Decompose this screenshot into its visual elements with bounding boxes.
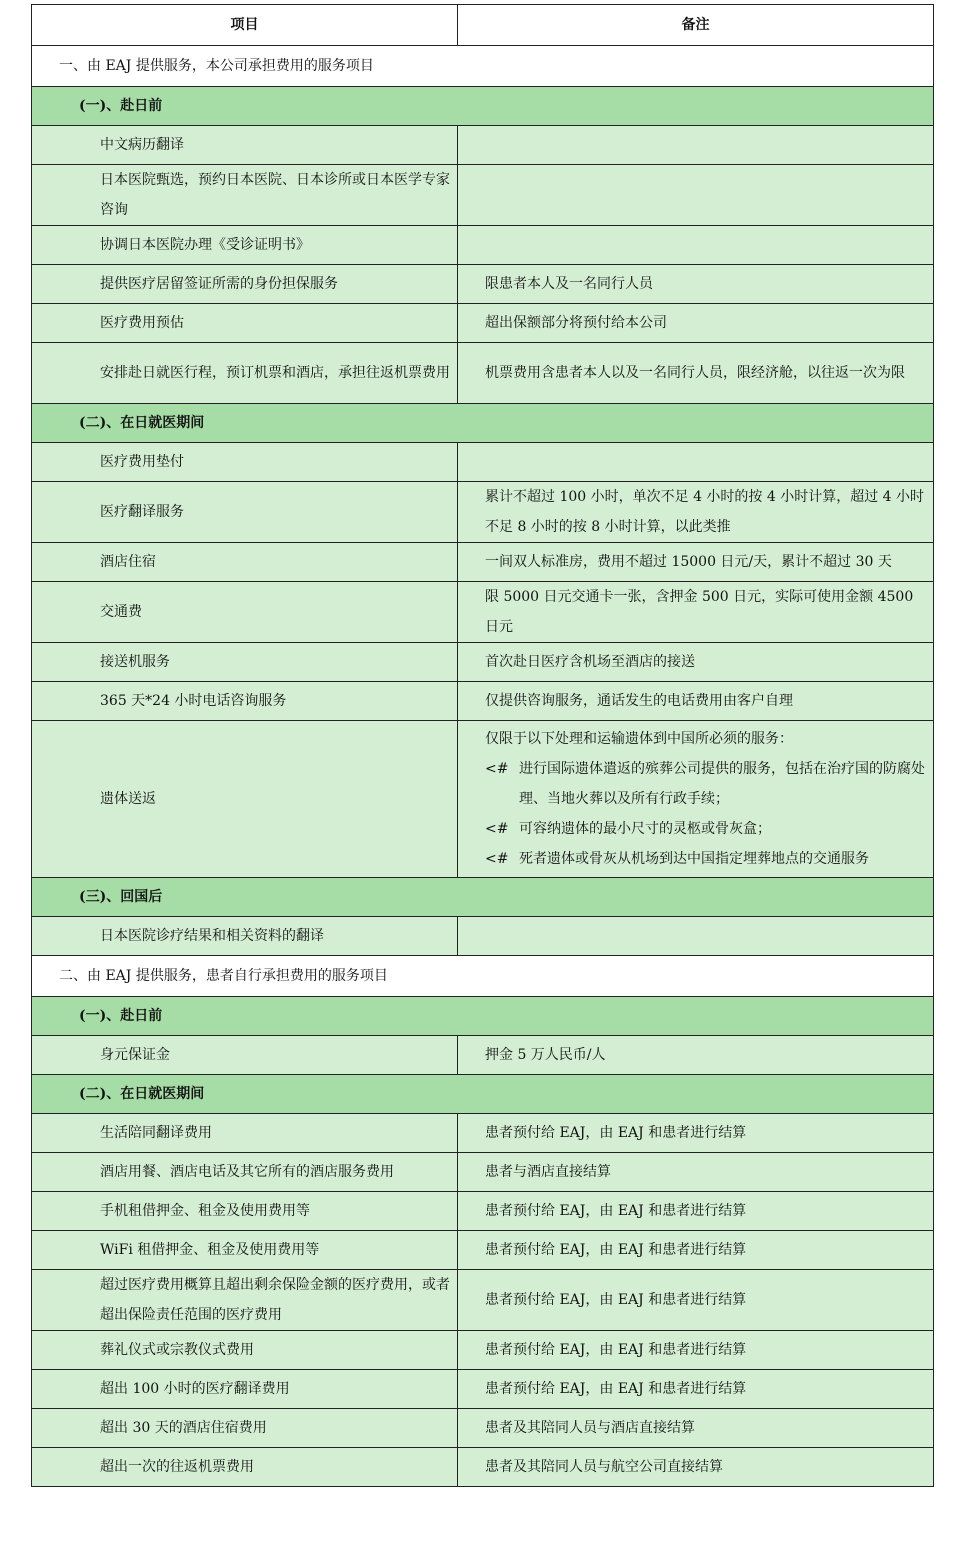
item-cell: 交通费 (32, 582, 458, 643)
table-row (32, 1192, 934, 1231)
item-cell: 身元保证金 (32, 1036, 458, 1075)
table-row (32, 443, 934, 482)
item-cell: 超出 30 天的酒店住宿费用 (32, 1409, 458, 1448)
item-cell: 医疗费用垫付 (32, 443, 458, 482)
table-row (32, 1036, 934, 1075)
item-cell: 中文病历翻译 (32, 126, 458, 165)
note-cell: 患者预付给 EAJ，由 EAJ 和患者进行结算 (458, 1331, 934, 1370)
group-title: (一)、赴日前 (32, 997, 934, 1036)
note-cell: 限患者本人及一名同行人员 (458, 265, 934, 304)
bullet-item: <# 可容纳遗体的最小尺寸的灵柩或骨灰盒； (485, 814, 925, 844)
note-cell: 超出保额部分将预付给本公司 (458, 304, 934, 343)
note-cell (458, 226, 934, 265)
header-note: 备注 (458, 5, 934, 46)
item-cell: 酒店住宿 (32, 543, 458, 582)
table-row (32, 1231, 934, 1270)
note-cell: 患者预付给 EAJ，由 EAJ 和患者进行结算 (458, 1114, 934, 1153)
table-row (32, 482, 934, 543)
service-table (31, 4, 934, 1487)
bullet-item: <# 死者遗体或骨灰从机场到达中国指定埋葬地点的交通服务 (485, 844, 925, 874)
table-row (32, 226, 934, 265)
table-row (32, 126, 934, 165)
note-cell: 患者预付给 EAJ，由 EAJ 和患者进行结算 (458, 1270, 934, 1331)
item-cell: 超出 100 小时的医疗翻译费用 (32, 1370, 458, 1409)
table-row (32, 543, 934, 582)
note-cell: 患者及其陪同人员与酒店直接结算 (458, 1409, 934, 1448)
item-cell: 接送机服务 (32, 643, 458, 682)
bullet-mark: <# (485, 851, 509, 867)
table-row (32, 1153, 934, 1192)
item-cell: 医疗费用预估 (32, 304, 458, 343)
header-item: 项目 (32, 5, 458, 46)
note-cell (458, 165, 934, 226)
item-cell: 提供医疗居留签证所需的身份担保服务 (32, 265, 458, 304)
note-cell: 首次赴日医疗含机场至酒店的接送 (458, 643, 934, 682)
table-row (32, 643, 934, 682)
note-cell: 押金 5 万人民币/人 (458, 1036, 934, 1075)
item-cell: 遗体送返 (32, 721, 458, 878)
table-row (32, 304, 934, 343)
note-cell: 患者预付给 EAJ，由 EAJ 和患者进行结算 (458, 1370, 934, 1409)
header-row (32, 5, 934, 46)
note-cell (458, 443, 934, 482)
table-row (32, 917, 934, 956)
table-row (32, 1331, 934, 1370)
item-cell: 葬礼仪式或宗教仪式费用 (32, 1331, 458, 1370)
note-cell: 患者预付给 EAJ，由 EAJ 和患者进行结算 (458, 1231, 934, 1270)
table-row (32, 1448, 934, 1487)
note-intro: 仅限于以下处理和运输遗体到中国所必须的服务： (485, 731, 793, 747)
group-title: (二)、在日就医期间 (32, 1075, 934, 1114)
note-cell: 患者预付给 EAJ，由 EAJ 和患者进行结算 (458, 1192, 934, 1231)
table-row (32, 265, 934, 304)
note-cell: 患者及其陪同人员与航空公司直接结算 (458, 1448, 934, 1487)
item-cell: 协调日本医院办理《受诊证明书》 (32, 226, 458, 265)
table-row (32, 1370, 934, 1409)
bullet-item: <# 进行国际遗体遣返的殡葬公司提供的服务，包括在治疗国的防腐处理、当地火葬以及所有行政手续； (485, 754, 925, 814)
note-cell: 机票费用含患者本人以及一名同行人员，限经济舱，以往返一次为限 (458, 343, 934, 404)
table-row (32, 721, 934, 878)
item-cell: WiFi 租借押金、租金及使用费用等 (32, 1231, 458, 1270)
item-cell: 手机租借押金、租金及使用费用等 (32, 1192, 458, 1231)
note-cell (458, 917, 934, 956)
item-cell: 日本医院甄选，预约日本医院、日本诊所或日本医学专家咨询 (32, 165, 458, 226)
table-row (32, 1114, 934, 1153)
item-cell: 日本医院诊疗结果和相关资料的翻译 (32, 917, 458, 956)
table-row (32, 1409, 934, 1448)
bullet-mark: <# (485, 821, 509, 837)
table-row (32, 343, 934, 404)
item-cell: 超出一次的往返机票费用 (32, 1448, 458, 1487)
note-cell (458, 721, 934, 878)
item-cell: 酒店用餐、酒店电话及其它所有的酒店服务费用 (32, 1153, 458, 1192)
note-cell (458, 126, 934, 165)
section-title: 二、由 EAJ 提供服务，患者自行承担费用的服务项目 (32, 956, 934, 997)
item-cell: 超过医疗费用概算且超出剩余保险金额的医疗费用，或者超出保险责任范围的医疗费用 (32, 1270, 458, 1331)
table-row (32, 1270, 934, 1331)
item-cell: 安排赴日就医行程，预订机票和酒店，承担往返机票费用 (32, 343, 458, 404)
table-row (32, 682, 934, 721)
table-row (32, 582, 934, 643)
group-title: (三)、回国后 (32, 878, 934, 917)
table-row (32, 165, 934, 226)
note-cell: 一间双人标准房，费用不超过 15000 日元/天，累计不超过 30 天 (458, 543, 934, 582)
item-cell: 365 天*24 小时电话咨询服务 (32, 682, 458, 721)
note-cell: 限 5000 日元交通卡一张，含押金 500 日元，实际可使用金额 4500 日元 (458, 582, 934, 643)
bullet-mark: <# (485, 761, 509, 777)
section-title: 一、由 EAJ 提供服务，本公司承担费用的服务项目 (32, 46, 934, 87)
item-cell: 医疗翻译服务 (32, 482, 458, 543)
group-title: (二)、在日就医期间 (32, 404, 934, 443)
note-cell: 累计不超过 100 小时，单次不足 4 小时的按 4 小时计算，超过 4 小时不足 8 小时的按 8 小时计算，以此类推 (458, 482, 934, 543)
note-cell: 患者与酒店直接结算 (458, 1153, 934, 1192)
item-cell: 生活陪同翻译费用 (32, 1114, 458, 1153)
note-cell: 仅提供咨询服务，通话发生的电话费用由客户自理 (458, 682, 934, 721)
group-title: (一)、赴日前 (32, 87, 934, 126)
